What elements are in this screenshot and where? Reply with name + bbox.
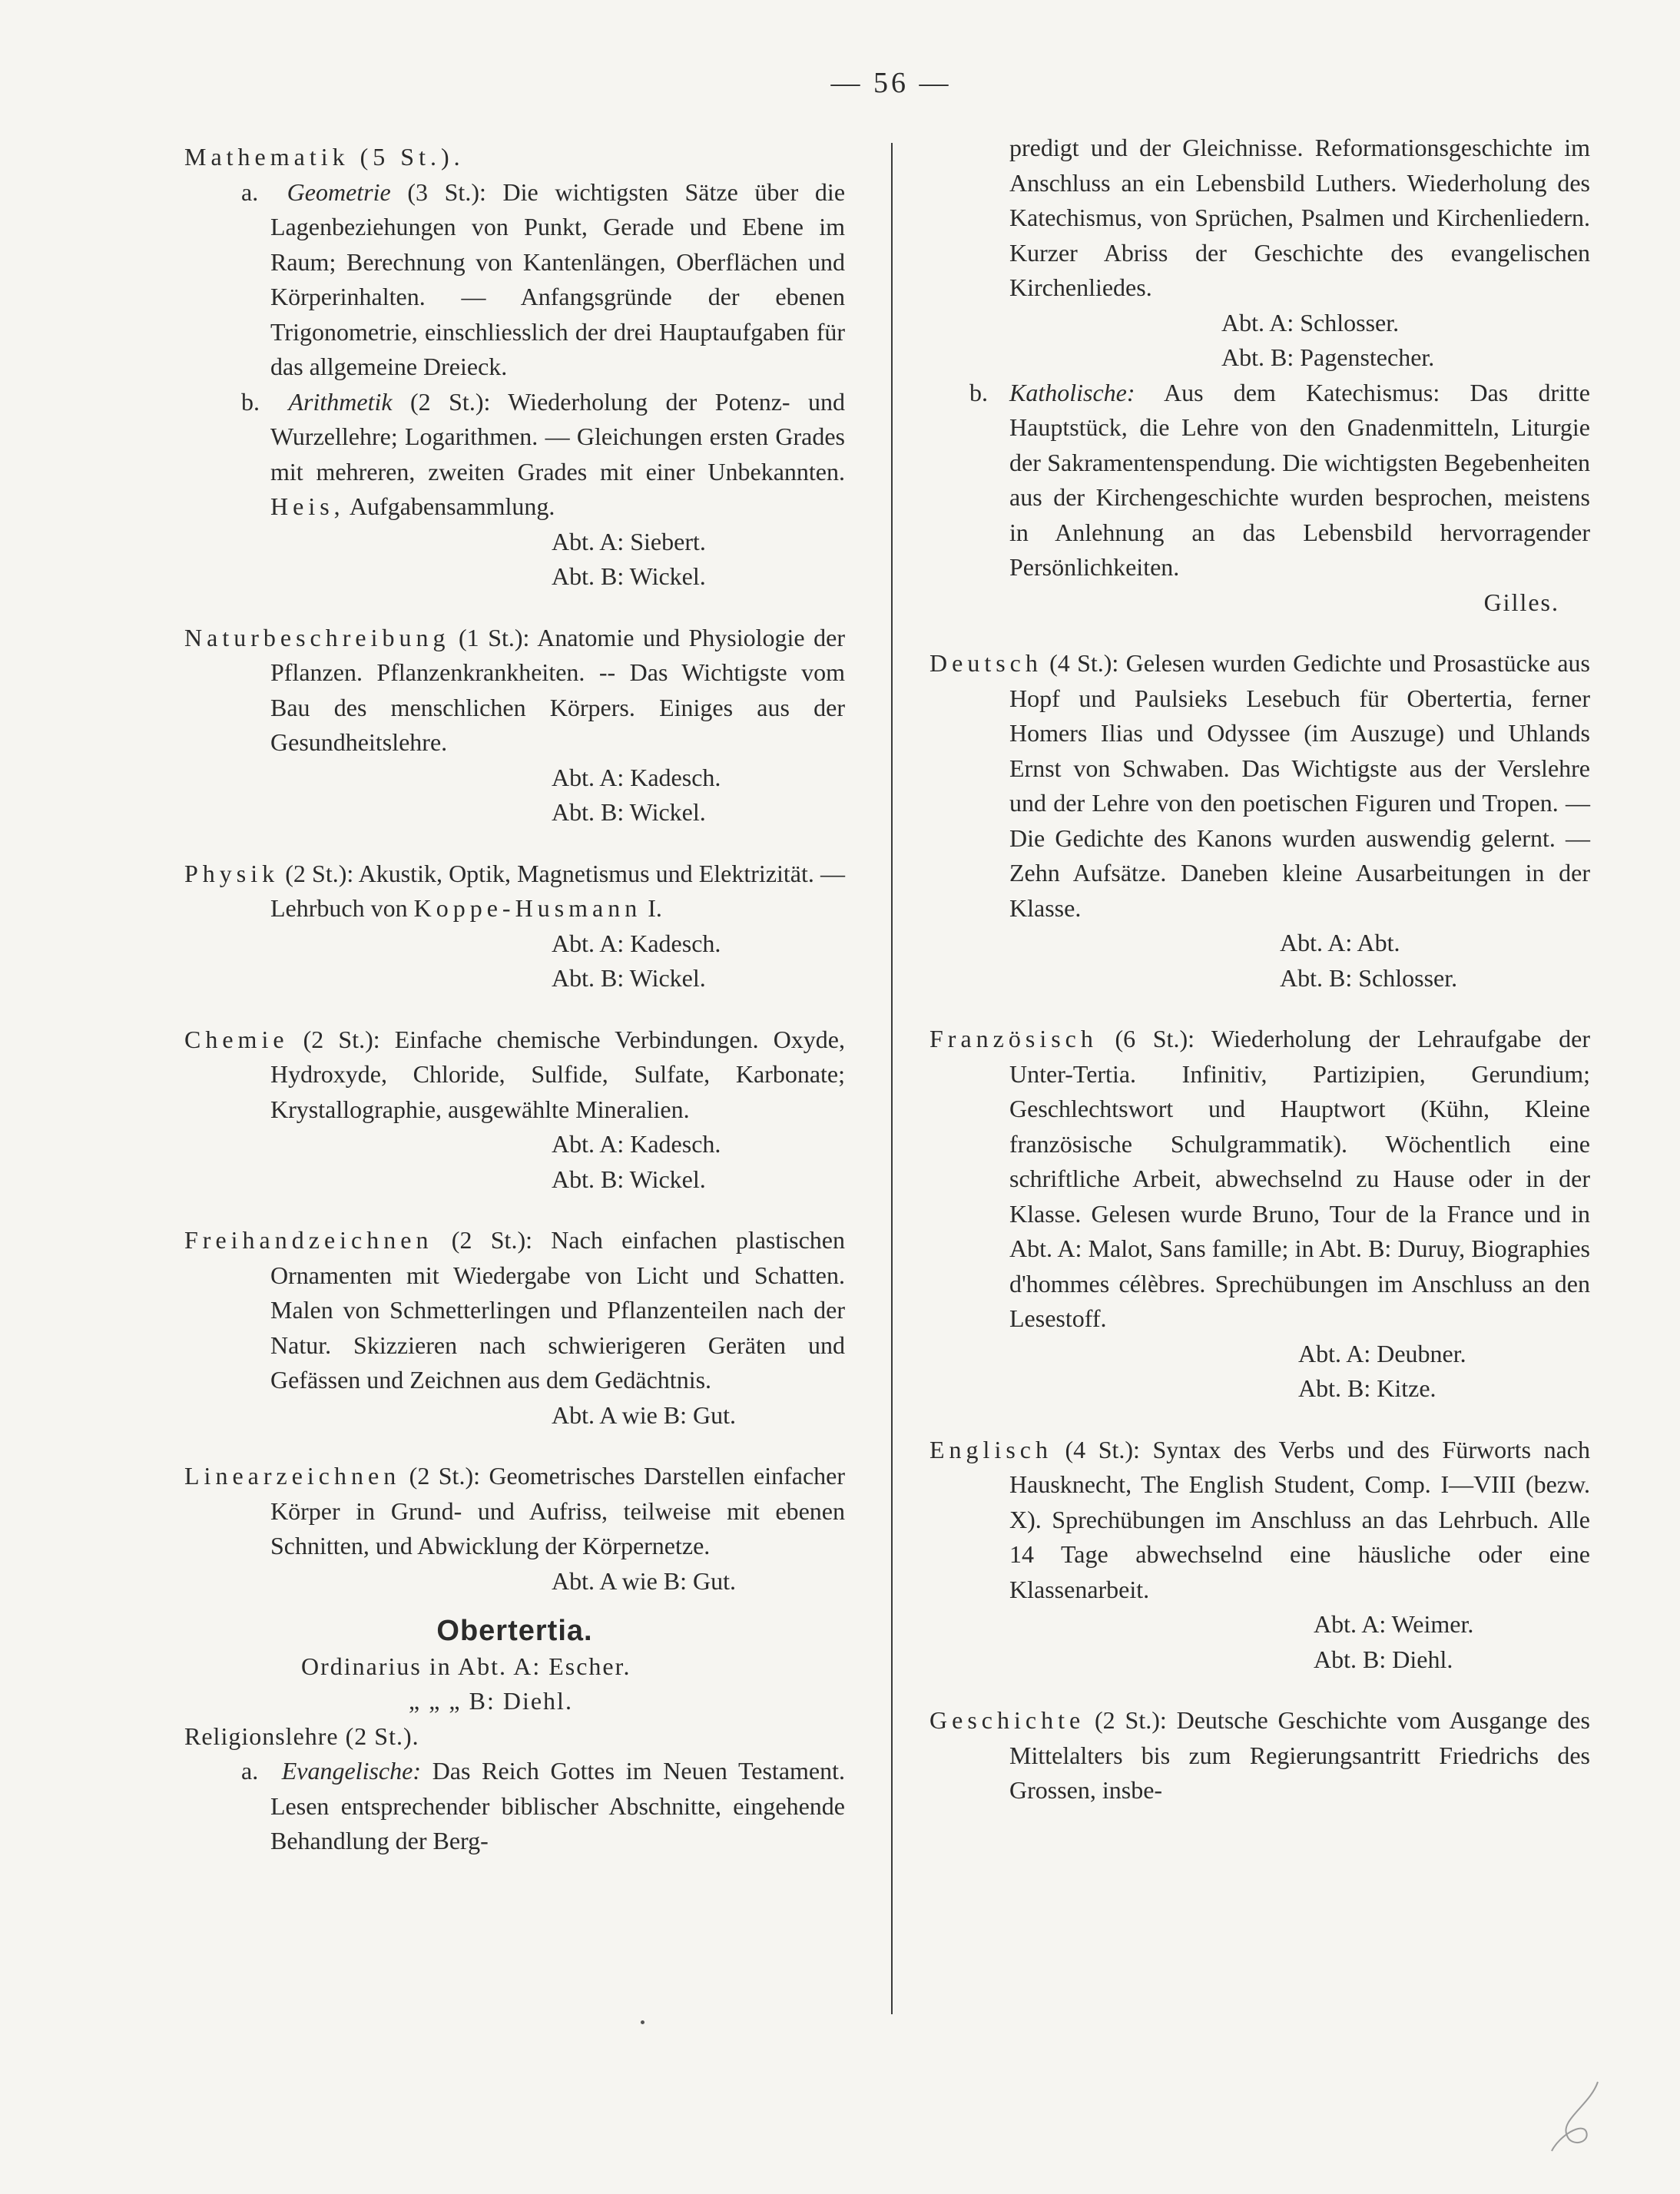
teacher-a: Abt. A: Kadesch.	[552, 929, 721, 957]
section-physik	[184, 857, 845, 996]
section-deutsch	[929, 646, 1590, 996]
section-heading: Religionslehre (2 St.).	[184, 1722, 419, 1750]
teacher-a: Abt. A: Abt.	[1280, 929, 1400, 956]
section-body	[184, 1459, 845, 1564]
subsection-arithmetik: b. Arithmetik (2 St.): Wiederholung der Potenz- und Wurzellehre; Logarithmen. — Gleichungen ersten Grades mit mehreren, zweiten Grades mit einer Unbekannten. Heis, Aufgabensammlung.	[241, 387, 846, 520]
teacher-b: Abt. B: Pagenstecher.	[1221, 343, 1435, 371]
section-text: (2 St.): Geometrisches Darstellen einfacher Körper in Grund- und Aufriss, teilweise mit ebenen Schnitten, und Abwicklung der Körpernetze.	[270, 1462, 846, 1559]
section-body	[929, 1703, 1590, 1808]
section-body	[184, 621, 845, 761]
section-text: (4 St.): Gelesen wurden Gedichte und Prosastücke aus Hopf und Paulsieks Lesebuch für Obertertia, ferner Homers Ilias und Odyssee (im Auszuge) und Uhlands Ernst von Schwaben. Das Wichtigste aus der Verslehre und der Lehre von den poetischen Figuren und Tropen. — Die Gedichte des Kanons wurden auswendig gelernt. — Zehn Aufsätze. Daneben kleine Ausarbeitungen in der Klasse.	[1009, 649, 1591, 922]
section-text: (1 St.): Anatomie und Physiologie der Pflanzen. Pflanzenkrankheiten. -- Das Wichtigste vom Bau des menschlichen Körpers. Einiges aus der Gesundheitslehre.	[270, 623, 846, 756]
teacher-b: Abt. B: Wickel.	[552, 562, 706, 590]
teacher-b: Abt. B: Kitze.	[1298, 1374, 1436, 1402]
subsection-text: (2 St.): Wiederholung der Potenz- und Wurzellehre; Logarithmen. — Gleichungen ersten Grades mit mehreren, zweiten Grades mit einer Unbekannten.	[270, 387, 846, 486]
teacher: Abt. A wie B: Gut.	[552, 1566, 737, 1595]
section-body	[184, 1022, 845, 1128]
subsection-title: Katholische:	[1009, 378, 1135, 406]
section-heading: Naturbeschreibung	[184, 623, 450, 651]
section-naturbeschreibung	[184, 621, 845, 830]
teacher-b: Abt. B: Diehl.	[1314, 1645, 1453, 1673]
ordinarius-a: Ordinarius in Abt. A: Escher.	[301, 1652, 631, 1680]
book-title: I.	[648, 894, 662, 922]
column-divider	[891, 143, 893, 2014]
teacher-a: Abt. A: Siebert.	[552, 527, 706, 555]
section-heading: Linearzeichnen	[184, 1462, 401, 1490]
section-text: (2 St.): Nach einfachen plastischen Ornamenten mit Wiedergabe von Licht und Schatten. Malen von Schmetterlingen und Pflanzenteilen nach der Natur. Skizzieren nach schwierigeren Geräten und Gefässen und Zeichnen aus dem Gedächtnis.	[270, 1226, 846, 1394]
section-franzoesisch	[929, 1022, 1590, 1407]
section-text: (4 St.): Syntax des Verbs und des Fürworts nach Hausknecht, The English Student, Comp. I—VIII (bezw. X). Sprechübungen im Anschluss an das Lehrbuch. Alle 14 Tage abwechselnd eine häusliche oder eine Klassenarbeit.	[1009, 1435, 1591, 1603]
subsection-geometrie: a. Geometrie (3 St.): Die wichtigsten Sätze über die Lagenbeziehungen von Punkt, Gerade und Ebene im Raum; Berechnung von Kantenlängen, Oberflächen und Körperinhalten. — Anfangsgründe der ebenen Trigonometrie, einschliesslich der drei Hauptaufgaben für das allgemeine Dreieck.	[241, 177, 846, 380]
teacher-b: Abt. B: Wickel.	[552, 964, 706, 992]
section-heading: Mathematik (5 St.).	[184, 143, 465, 171]
section-linearzeichnen	[184, 1459, 845, 1599]
section-heading: Englisch	[929, 1435, 1052, 1463]
section-chemie	[184, 1022, 845, 1198]
section-heading: Physik	[184, 859, 280, 887]
class-title: Obertertia.	[436, 1615, 593, 1647]
pencil-mark-icon	[1544, 2074, 1613, 2159]
subsection-text: Aus dem Katechismus: Das dritte Hauptstück, die Lehre von den Gnadenmitteln, Liturgie der Sakramentenspendung. Die wichtigsten Begebenheiten aus der Kirchengeschichte wurden besprochen, meistens in Anlehnung an das Lebensbild hervorragender Persönlichkeiten.	[1009, 378, 1590, 581]
page-number: — 56 —	[830, 67, 952, 99]
section-text: (2 St.): Akustik, Optik, Magnetismus und Elektrizität. — Lehrbuch von	[270, 859, 846, 922]
book-author: Koppe-Husmann	[413, 894, 642, 922]
ordinarius-b: „ „ „ B: Diehl.	[409, 1687, 573, 1715]
subsection-text: Das Reich Gottes im Neuen Testament. Lesen entsprechender biblischer Abschnitte, eingehende Behandlung der Berg-	[270, 1757, 845, 1854]
section-body	[929, 1433, 1590, 1608]
section-religion-continued	[929, 131, 1590, 620]
section-geschichte	[929, 1703, 1590, 1808]
section-heading: Chemie	[184, 1025, 289, 1053]
section-body	[184, 1223, 845, 1398]
teacher-a: Abt. A: Weimer.	[1314, 1610, 1474, 1638]
section-text: (2 St.): Deutsche Geschichte vom Ausgange des Mittelalters bis zum Regierungsantritt Friedrichs des Grossen, insbe-	[1009, 1706, 1591, 1804]
teacher-a: Abt. A: Kadesch.	[552, 1130, 721, 1158]
section-heading: Freihandzeichnen	[184, 1226, 433, 1254]
teacher: Abt. A wie B: Gut.	[552, 1400, 737, 1429]
subsection-evangelisch: a. Evangelische: Das Reich Gottes im Neuen Testament. Lesen entsprechender biblischer Abschnitte, eingehende Behandlung der Berg-	[241, 1757, 845, 1854]
section-mathematik	[184, 140, 845, 595]
teacher-a: Abt. A: Deubner.	[1298, 1339, 1466, 1367]
section-heading: Französisch	[929, 1025, 1098, 1052]
teacher-b: Abt. B: Schlosser.	[1280, 963, 1458, 992]
subsection-title: Geometrie	[287, 177, 391, 206]
section-englisch	[929, 1433, 1590, 1678]
section-text: (2 St.): Einfache chemische Verbindungen. Oxyde, Hydroxyde, Chloride, Sulfide, Sulfate, Karbonate; Krystallographie, ausgewählte Mineralien.	[270, 1025, 846, 1123]
left-column	[184, 140, 845, 1870]
subsection-title: Arithmetik	[288, 387, 393, 416]
teacher-a: Abt. A: Kadesch.	[552, 763, 721, 791]
section-heading: Geschichte	[929, 1706, 1085, 1734]
subsection-text: (3 St.): Die wichtigsten Sätze über die Lagenbeziehungen von Punkt, Gerade und Ebene im Raum; Berechnung von Kantenlängen, Oberflächen und Körperinhalten. — Anfangsgründe der ebenen Trigonometrie, einschliesslich der drei Hauptaufgaben für das allgemeine Dreieck.	[270, 177, 846, 380]
section-freihandzeichnen	[184, 1223, 845, 1433]
section-body	[184, 857, 845, 926]
teacher-a: Abt. A: Schlosser.	[1221, 308, 1400, 336]
teacher: Gilles.	[1483, 588, 1559, 616]
section-body	[929, 646, 1590, 926]
section-heading: Deutsch	[929, 649, 1042, 677]
ink-speck	[641, 2020, 644, 2024]
book-author: Heis,	[270, 492, 345, 520]
section-religion	[184, 1719, 845, 1859]
subsection-title: Evangelische:	[281, 1757, 421, 1785]
section-body	[929, 1022, 1590, 1337]
teacher-b: Abt. B: Wickel.	[552, 1165, 706, 1193]
right-column	[929, 131, 1590, 1819]
section-text: (6 St.): Wiederholung der Lehraufgabe der Unter-Tertia. Infinitiv, Partizipien, Gerundium; Geschlechtswort und Hauptwort (Kühn, Kleine französische Schulgrammatik). Wöchentlich eine schriftliche Arbeit, abwechselnd zu Hause oder in der Klasse. Gelesen wurde Bruno, Tour de la France und in Abt. A: Malot, Sans famille; in Abt. B: Duruy, Biographies d'hommes célèbres. Sprechübungen im Anschluss an den Lesestoff.	[1009, 1025, 1591, 1332]
section-text: predigt und der Gleichnisse. Reformationsgeschichte im Anschluss an ein Lebensbild Luthers. Wiederholung des Katechismus, von Sprüchen, Psalmen und Kirchenliedern. Kurzer Abriss der Geschichte des evangelischen Kirchenliedes.	[1009, 134, 1590, 301]
subsection-katholisch: b. Katholische: Aus dem Katechismus: Das dritte Hauptstück, die Lehre von den Gnadenmitteln, Liturgie der Sakramentenspendung. Die wichtigsten Begebenheiten aus der Kirchengeschichte wurden besprochen, meistens in Anlehnung an das Lebensbild hervorragender Persönlichkeiten.	[969, 378, 1590, 581]
teacher-b: Abt. B: Wickel.	[552, 798, 706, 826]
book-title: Aufgabensammlung.	[349, 492, 555, 520]
